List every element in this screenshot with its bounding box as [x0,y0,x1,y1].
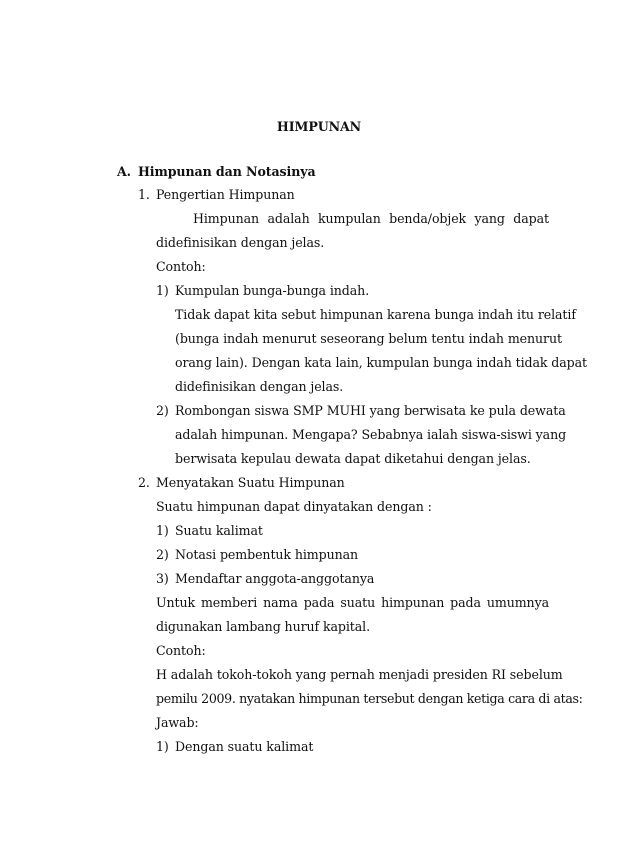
sub2-heading: Menyatakan Suatu Himpunan [156,475,345,490]
sub2-number: 2. [138,475,150,490]
definition-line-1: Himpunan adalah kumpulan benda/objek yang dapat [193,211,549,226]
example1-explanation-line-1: Tidak dapat kita sebut himpunan karena bunga indah itu relatif [175,307,576,322]
example-line-2: pemilu 2009. nyatakan himpunan tersebut dengan ketiga cara di atas: [156,691,583,706]
example1-text: Kumpulan bunga-bunga indah. [175,283,370,298]
sub1-heading: Pengertian Himpunan [156,187,295,202]
definition-line-2: didefinisikan dengan jelas. [156,235,325,250]
method-2-text: Notasi pembentuk himpunan [175,547,359,562]
example2-number: 2) [156,403,169,418]
example2-line-2: adalah himpunan. Mengapa? Sebabnya ialah siswa-siswi yang [175,427,567,442]
answer-1-text: Dengan suatu kalimat [175,739,314,754]
sub1-number: 1. [138,187,150,202]
page-title: HIMPUNAN [276,119,362,134]
contoh-label-2: Contoh: [156,643,206,658]
example2-line-3: berwisata kepulau dewata dapat diketahui dengan jelas. [175,451,531,466]
method-1-text: Suatu kalimat [175,523,263,538]
method-1-number: 1) [156,523,169,538]
example1-number: 1) [156,283,169,298]
example2-line-1: Rombongan siswa SMP MUHI yang berwisata ke pula dewata [175,403,566,418]
section-a-heading: Himpunan dan Notasinya [138,164,316,179]
answer-1-number: 1) [156,739,169,754]
example-line-1: H adalah tokoh-tokoh yang pernah menjadi presiden RI sebelum [156,667,563,682]
example1-explanation-line-3: orang lain). Dengan kata lain, kumpulan bunga indah tidak dapat [175,355,587,370]
sub2-intro: Suatu himpunan dapat dinyatakan dengan : [156,499,432,514]
example1-explanation-line-4: didefinisikan dengan jelas. [175,379,344,394]
section-a-marker: A. [117,164,131,179]
naming-line-2: digunakan lambang huruf kapital. [156,619,371,634]
method-2-number: 2) [156,547,169,562]
contoh-label-1: Contoh: [156,259,206,274]
naming-line-1: Untuk memberi nama pada suatu himpunan pada umumnya [156,595,549,610]
jawab-label: Jawab: [156,715,199,730]
example1-explanation-line-2: (bunga indah menurut seseorang belum tentu indah menurut [175,331,562,346]
method-3-number: 3) [156,571,169,586]
method-3-text: Mendaftar anggota-anggotanya [175,571,375,586]
